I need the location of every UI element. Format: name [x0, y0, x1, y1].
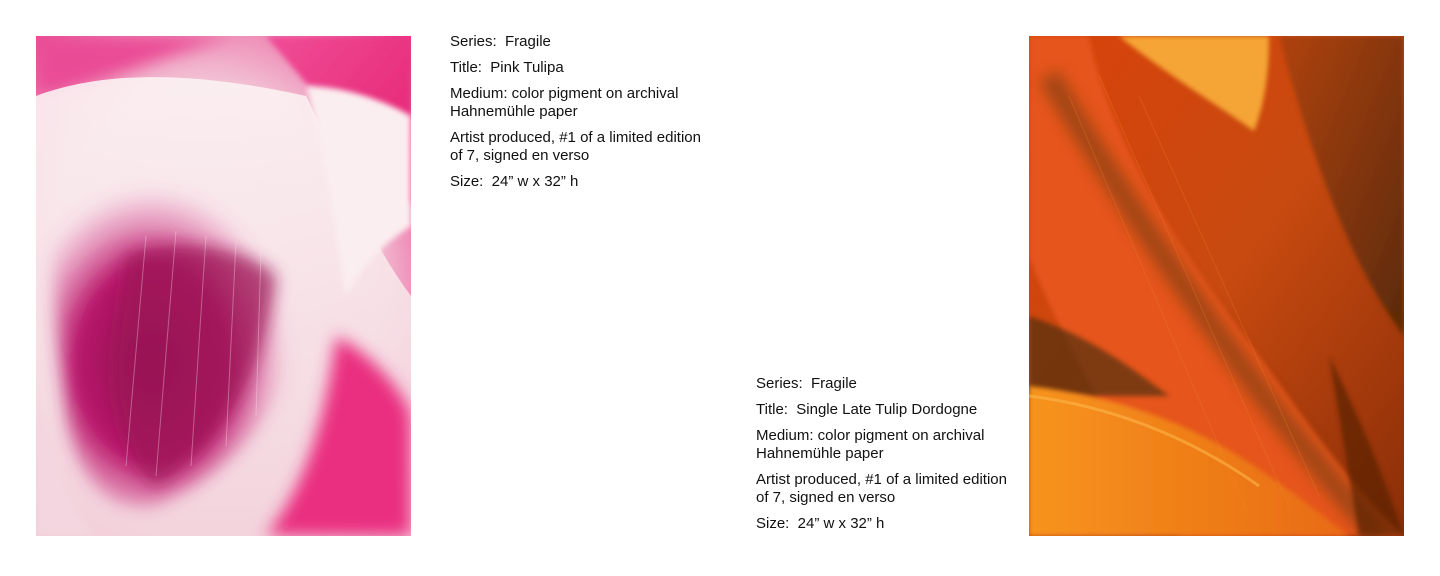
size-label: Size: 24” w x 32” h — [756, 515, 885, 532]
dordogne-tulip-caption — [756, 375, 1016, 541]
pink-tulipa-image — [36, 36, 411, 536]
title-label: Title: Pink Tulipa — [450, 59, 564, 76]
pink-tulipa-caption — [450, 33, 710, 199]
series-label: Series: Fragile — [450, 33, 551, 50]
dordogne-tulip-image — [1029, 36, 1404, 536]
edition-label: Artist produced, #1 of a limited edition of 7, signed en verso — [450, 129, 706, 164]
pink-tulipa-photo — [36, 36, 411, 536]
edition-label: Artist produced, #1 of a limited edition of 7, signed en verso — [756, 471, 1012, 506]
size-label: Size: 24” w x 32” h — [450, 173, 579, 190]
series-label: Series: Fragile — [756, 375, 857, 392]
dordogne-tulip-photo — [1029, 36, 1404, 536]
title-label: Title: Single Late Tulip Dordogne — [756, 401, 978, 418]
medium-label: Medium: color pigment on archival Hahnemühle paper — [756, 427, 989, 462]
medium-label: Medium: color pigment on archival Hahnemühle paper — [450, 85, 683, 120]
